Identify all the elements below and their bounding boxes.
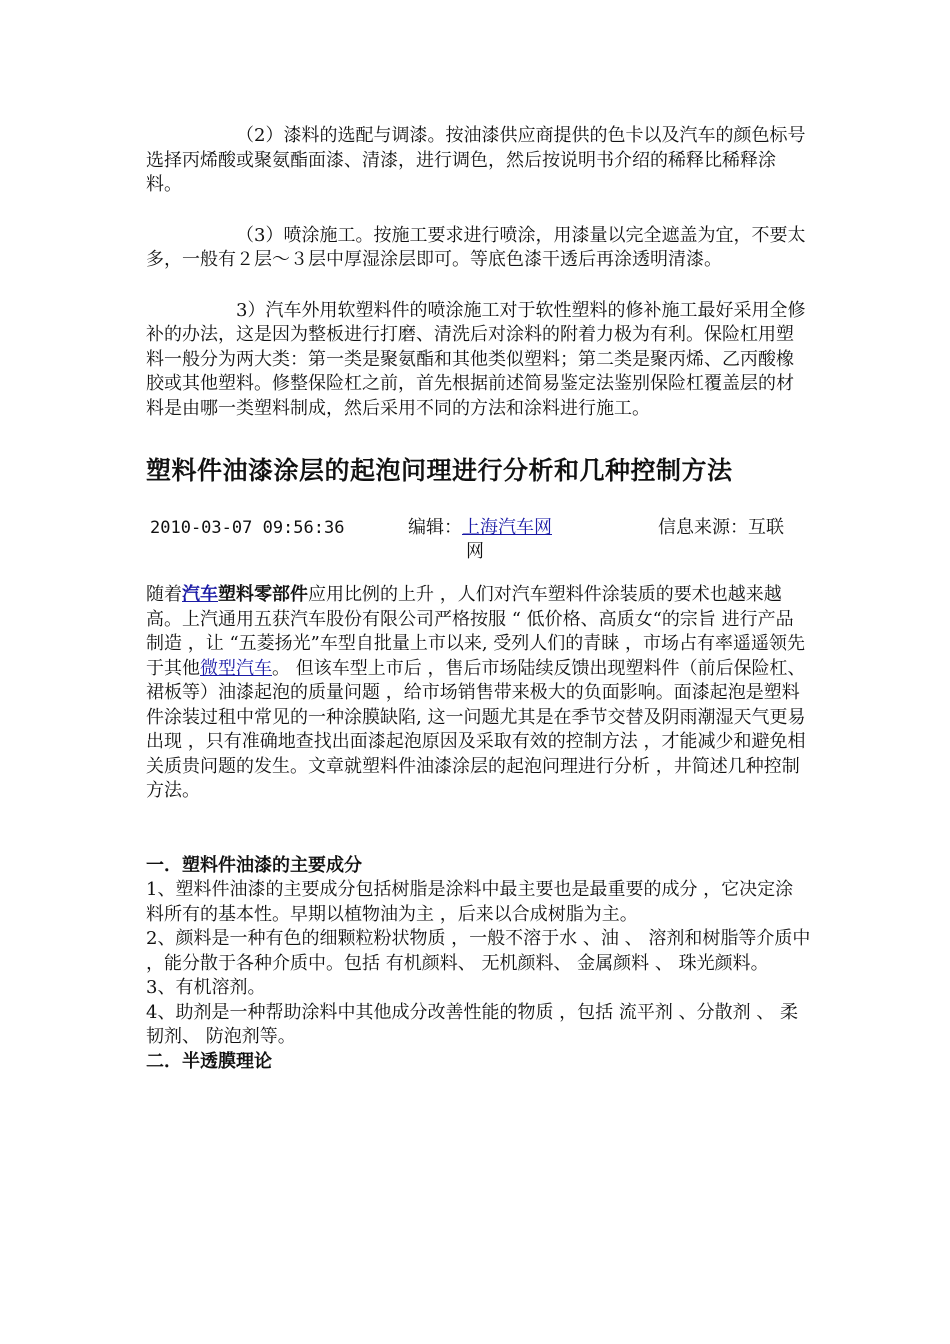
link-auto[interactable] [182,584,218,605]
editor-label: 编辑： [408,517,462,538]
article-source-wrap: 网 [466,541,484,562]
paragraph-soft-plastic-spraying: 3）汽车外用软塑料件的喷涂施工对于软性塑料的修补施工最好采用全修补的办法，这是因为整板进行打磨、清洗后对涂料的附着力极为有利。保险杠用塑料一般分为两大类：第一类是聚氨酯和其他类似塑料；第二类是聚丙烯、乙丙酸橡胶或其他塑料。修整保险杠之前，首先根据前述简易鉴定法鉴别保险杠覆盖层的材料是由哪一类塑料制成，然后采用不同的方法和涂料进行施工。 [146,299,806,419]
section1-heading: 一．塑料件油漆的主要成分 [146,854,362,876]
article-meta [146,516,811,568]
intro-prefix: 随着 [146,584,182,605]
editor-link[interactable]: 上海汽车网 [462,517,552,538]
article-datetime: 2010-03-07 09:56:36 [150,518,345,538]
intro-middle: 应用比例的上升 ，人们对汽车塑料件涂装质的要术也越来越高。上汽通用五获汽车股份有限公司严格按服 “ 低价格、高质女“的宗旨 进行产品制造 ，让 “五菱扬光”车型自批量上市以来, 受列人们的青睐 ，市场占有率遥遥领先于其他 [146,584,806,679]
paragraph-paint-mixing: （2）漆料的选配与调漆。按油漆供应商提供的色卡以及汽车的颜色标号选择丙烯酸或聚氨酯面漆、清漆，进行调色，然后按说明书介绍的稀释比稀释涂料。 [146,125,806,195]
link-auto-label: 汽车 [182,584,218,605]
section1-list [146,878,811,1050]
article-intro [146,583,811,804]
list-item: 2、颜料是一种有色的细颗粒粉状物质 ，一般不溶于水 、油 、 溶剂和树脂等介质中 ，能分散于各种介质中。包括 有机颜料、 无机颜料、 金属颜料 、 珠光颜料。 [146,928,811,974]
article-title: 塑料件油漆涂层的起泡问理进行分析和几种控制方法 [146,456,733,485]
section2-heading: 二．半透膜理论 [146,1050,272,1072]
article-editor [408,516,552,541]
paragraph-spray-application: （3）喷涂施工。按施工要求进行喷涂，用漆量以完全遮盖为宜，不要太多，一般有２层～３层中厚湿涂层即可。等底色漆干透后再涂透明清漆。 [146,224,806,270]
intro-suffix: 。 但该车型上市后 ，售后市场陆续反馈出现塑料件（前后保险杠、裙板等）油漆起泡的质量问题 ，给市场销售带来极大的负面影响。面漆起泡是塑料件涂装过租中常见的一种涂膜缺陷, 这一问题尤其是在季节交替及阴雨潮湿天气更易出现 ，只有准确地查找出面漆起泡原因及采取有效的控制方法 ，才能减少和避免相关质贵问题的发生。文章就塑料件油漆涂层的起泡问理进行分析 ，井简述几种控制方法。 [146,657,806,801]
intro-bold-parts: 塑料零部件 [218,584,308,605]
article-source: 信息来源：互联 [658,517,784,538]
list-item: 4、助剂是一种帮助涂料中其他成分改善性能的物质 ，包括 流平剂 、分散剂 、 柔韧剂、 防泡剂等。 [146,1001,799,1047]
list-item: 3、有机溶剂。 [146,977,266,998]
document-page [146,124,811,1074]
link-micro-car[interactable]: 微型汽车 [200,657,272,679]
list-item: 1、塑料件油漆的主要成分包括树脂是涂料中最主要也是最重要的成分 ，它决定涂料所有的基本性。早期以植物油为主 ，后来以合成树脂为主。 [146,879,794,925]
